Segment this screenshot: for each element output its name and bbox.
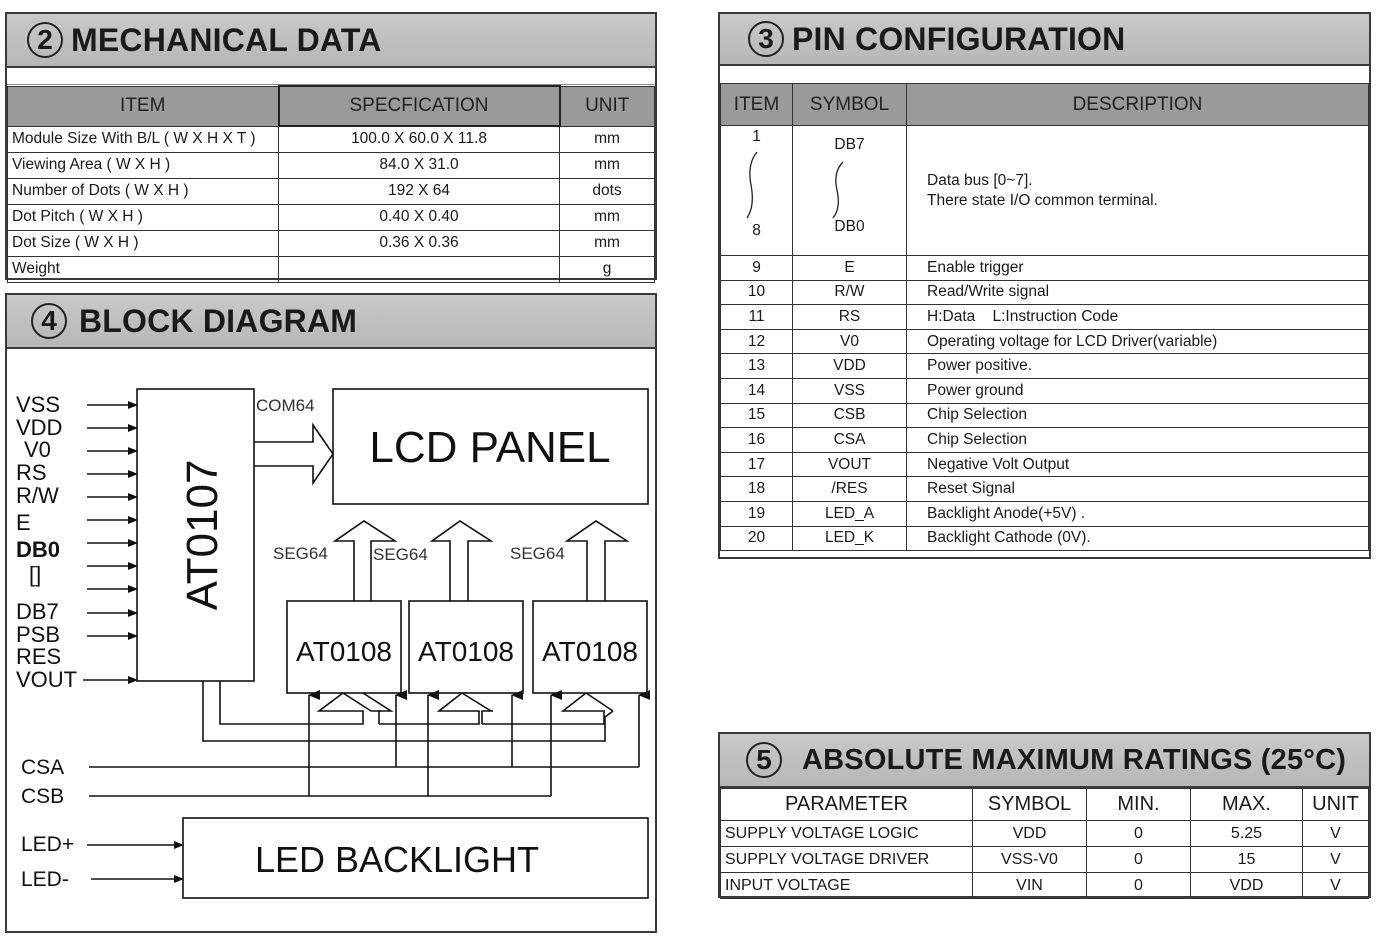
- driver-chip-label-3: AT0108: [542, 636, 638, 667]
- led-plus-label: LED+: [21, 833, 75, 856]
- ratings-table: [720, 788, 1369, 899]
- input-signal-label: DB7: [16, 599, 59, 624]
- controller-chip-label: AT0107: [178, 459, 227, 611]
- cell-unit: V: [1303, 873, 1369, 899]
- table-row: [721, 847, 1369, 873]
- brace-icon: [831, 160, 851, 220]
- column-header-symbol: SYMBOL: [793, 84, 907, 126]
- cell-symbol: RS: [793, 305, 907, 330]
- item-top: 1: [752, 128, 761, 145]
- table-row: [721, 305, 1369, 330]
- cell-description: Enable trigger: [907, 256, 1369, 281]
- input-signal-label: R/W: [16, 483, 59, 508]
- block-diagram: [7, 349, 655, 931]
- cell-specification: [279, 256, 560, 282]
- pin-table: [720, 83, 1369, 551]
- cell-item: Number of Dots ( W X H ): [8, 178, 279, 204]
- table-row: [721, 501, 1369, 526]
- table-row: [8, 256, 655, 282]
- cell-min: 0: [1087, 847, 1191, 873]
- section-header: [7, 14, 655, 68]
- cell-symbol: V0: [793, 329, 907, 354]
- cell-max: 5.25: [1191, 821, 1303, 847]
- table-row: [721, 873, 1369, 899]
- cell-item: Weight: [8, 256, 279, 282]
- cell-specification: 0.40 X 0.40: [279, 204, 560, 230]
- cell-specification: 192 X 64: [279, 178, 560, 204]
- input-signal-label: VDD: [16, 415, 63, 440]
- column-header-unit: UNIT: [1303, 789, 1369, 821]
- symbol-bottom: DB0: [834, 218, 865, 235]
- cell-parameter: INPUT VOLTAGE: [721, 873, 973, 899]
- cell-description: Backlight Anode(+5V) .: [907, 501, 1369, 526]
- table-row: [721, 256, 1369, 281]
- cell-symbol: VIN: [973, 873, 1087, 899]
- cell-description: Chip Selection: [907, 428, 1369, 453]
- driver-chip-label-1: AT0108: [296, 636, 392, 667]
- table-row: [721, 403, 1369, 428]
- cell-item: Module Size With B/L ( W X H X T ): [8, 126, 279, 152]
- cell-specification: 100.0 X 60.0 X 11.8: [279, 126, 560, 152]
- column-header-item: ITEM: [721, 84, 793, 126]
- cell-specification: 0.36 X 0.36: [279, 230, 560, 256]
- cell-symbol: VSS: [793, 378, 907, 403]
- cell-unit: mm: [560, 126, 655, 152]
- cell-item: 16: [721, 428, 793, 453]
- cell-symbol: VDD: [793, 354, 907, 379]
- input-signal-label: PSB: [16, 622, 61, 647]
- section-title: ABSOLUTE MAXIMUM RATINGS (25°C): [802, 743, 1347, 776]
- bus-description-line-1: Data bus [0~7].: [927, 171, 1033, 189]
- item-bottom: 8: [752, 222, 761, 239]
- column-header-item: ITEM: [8, 86, 279, 126]
- cell-symbol: E: [793, 256, 907, 281]
- pin-configuration-section: [718, 12, 1371, 559]
- section-number-badge: 4: [31, 303, 67, 339]
- driver-chip-label-2: AT0108: [418, 636, 514, 667]
- mechanical-table: [7, 85, 655, 283]
- cell-item: 10: [721, 280, 793, 305]
- cell-item: 9: [721, 256, 793, 281]
- table-row: [721, 821, 1369, 847]
- section-number-badge: 3: [748, 21, 784, 57]
- input-signal-label: DB0: [16, 537, 61, 562]
- section-number-badge: 5: [746, 742, 782, 778]
- mechanical-data-section: [5, 12, 657, 280]
- table-row: [721, 452, 1369, 477]
- cell-unit: V: [1303, 847, 1369, 873]
- cell-item: 13: [721, 354, 793, 379]
- table-row: [8, 178, 655, 204]
- led-minus-label: LED-: [21, 868, 69, 891]
- cell-min: 0: [1087, 821, 1191, 847]
- cell-symbol: CSA: [793, 428, 907, 453]
- table-row: [721, 428, 1369, 453]
- table-row: [721, 329, 1369, 354]
- seg-label-1: SEG64: [273, 544, 328, 563]
- bus-description-line-2: There state I/O common terminal.: [927, 191, 1158, 209]
- cell-item: 18: [721, 477, 793, 502]
- seg-label-2: SEG64: [373, 545, 428, 564]
- cell-item: Dot Size ( W X H ): [8, 230, 279, 256]
- symbol-top: DB7: [834, 136, 865, 153]
- cell-max: 15: [1191, 847, 1303, 873]
- section-title: PIN CONFIGURATION: [792, 20, 1126, 57]
- cell-parameter: SUPPLY VOLTAGE LOGIC: [721, 821, 973, 847]
- cell-item: Viewing Area ( W X H ): [8, 152, 279, 178]
- cell-description: H:Data L:Instruction Code: [907, 305, 1369, 330]
- backlight-label: LED BACKLIGHT: [254, 839, 540, 880]
- cell-min: 0: [1087, 873, 1191, 899]
- input-signal-label: VSS: [16, 392, 61, 417]
- cell-unit: mm: [560, 152, 655, 178]
- input-signal-label: V0: [24, 437, 51, 462]
- cell-symbol: /RES: [793, 477, 907, 502]
- lcd-panel-label: LCD PANEL: [369, 423, 611, 472]
- cell-unit: V: [1303, 821, 1369, 847]
- com-label: COM64: [256, 396, 315, 415]
- cell-item: 20: [721, 526, 793, 551]
- column-header-specification: SPECFICATION: [279, 86, 560, 126]
- input-signal-label: RES: [16, 644, 62, 669]
- cell-unit: mm: [560, 230, 655, 256]
- cell-description: Power positive.: [907, 354, 1369, 379]
- section-number-badge: 2: [27, 22, 63, 58]
- section-title: MECHANICAL DATA: [71, 21, 382, 58]
- cell-description: Chip Selection: [907, 403, 1369, 428]
- cell-item: 14: [721, 378, 793, 403]
- column-header-min: MIN.: [1087, 789, 1191, 821]
- column-header-unit: UNIT: [560, 86, 655, 126]
- cell-description: Negative Volt Output: [907, 452, 1369, 477]
- cell-unit: g: [560, 256, 655, 282]
- section-header: [720, 734, 1369, 788]
- table-row: [721, 378, 1369, 403]
- input-signal-label: VOUT: [16, 667, 78, 692]
- chip-select-label-csb: CSB: [21, 785, 65, 808]
- seg-label-3: SEG64: [510, 544, 565, 563]
- table-row: [8, 204, 655, 230]
- cell-unit: mm: [560, 204, 655, 230]
- cell-symbol: VOUT: [793, 452, 907, 477]
- cell-specification: 84.0 X 31.0: [279, 152, 560, 178]
- column-header-max: MAX.: [1191, 789, 1303, 821]
- cell-symbol: CSB: [793, 403, 907, 428]
- cell-item: Dot Pitch ( W X H ): [8, 204, 279, 230]
- cell-unit: dots: [560, 178, 655, 204]
- table-row: [721, 280, 1369, 305]
- table-row-data-bus: [721, 126, 1369, 256]
- cell-item: 11: [721, 305, 793, 330]
- section-header: [7, 295, 655, 349]
- table-row: [721, 354, 1369, 379]
- cell-parameter: SUPPLY VOLTAGE DRIVER: [721, 847, 973, 873]
- cell-item: 17: [721, 452, 793, 477]
- cell-symbol: VDD: [973, 821, 1087, 847]
- section-title: BLOCK DIAGRAM: [79, 302, 358, 339]
- cell-symbol: R/W: [793, 280, 907, 305]
- table-row: [8, 230, 655, 256]
- cell-description: Operating voltage for LCD Driver(variable): [907, 329, 1369, 354]
- cell-description: Power ground: [907, 378, 1369, 403]
- brace-icon: [745, 150, 765, 220]
- table-row: [8, 126, 655, 152]
- cell-item: 19: [721, 501, 793, 526]
- chip-select-label-csa: CSA: [21, 756, 65, 779]
- block-diagram-section: [5, 293, 657, 933]
- input-signal-label: E: [16, 510, 31, 535]
- table-row: [8, 152, 655, 178]
- input-signal-label: []: [29, 562, 42, 587]
- cell-max: VDD: [1191, 873, 1303, 899]
- absolute-max-ratings-section: [718, 732, 1371, 898]
- table-row: [721, 477, 1369, 502]
- section-header: [720, 14, 1369, 66]
- cell-description: Backlight Cathode (0V).: [907, 526, 1369, 551]
- table-row: [721, 526, 1369, 551]
- input-signal-label: RS: [16, 460, 47, 485]
- cell-item: 12: [721, 329, 793, 354]
- cell-description: Reset Signal: [907, 477, 1369, 502]
- cell-symbol: LED_A: [793, 501, 907, 526]
- cell-description: Read/Write signal: [907, 280, 1369, 305]
- column-header-parameter: PARAMETER: [721, 789, 973, 821]
- column-header-symbol: SYMBOL: [973, 789, 1087, 821]
- cell-symbol: LED_K: [793, 526, 907, 551]
- cell-item: 15: [721, 403, 793, 428]
- cell-symbol: VSS-V0: [973, 847, 1087, 873]
- column-header-description: DESCRIPTION: [907, 84, 1369, 126]
